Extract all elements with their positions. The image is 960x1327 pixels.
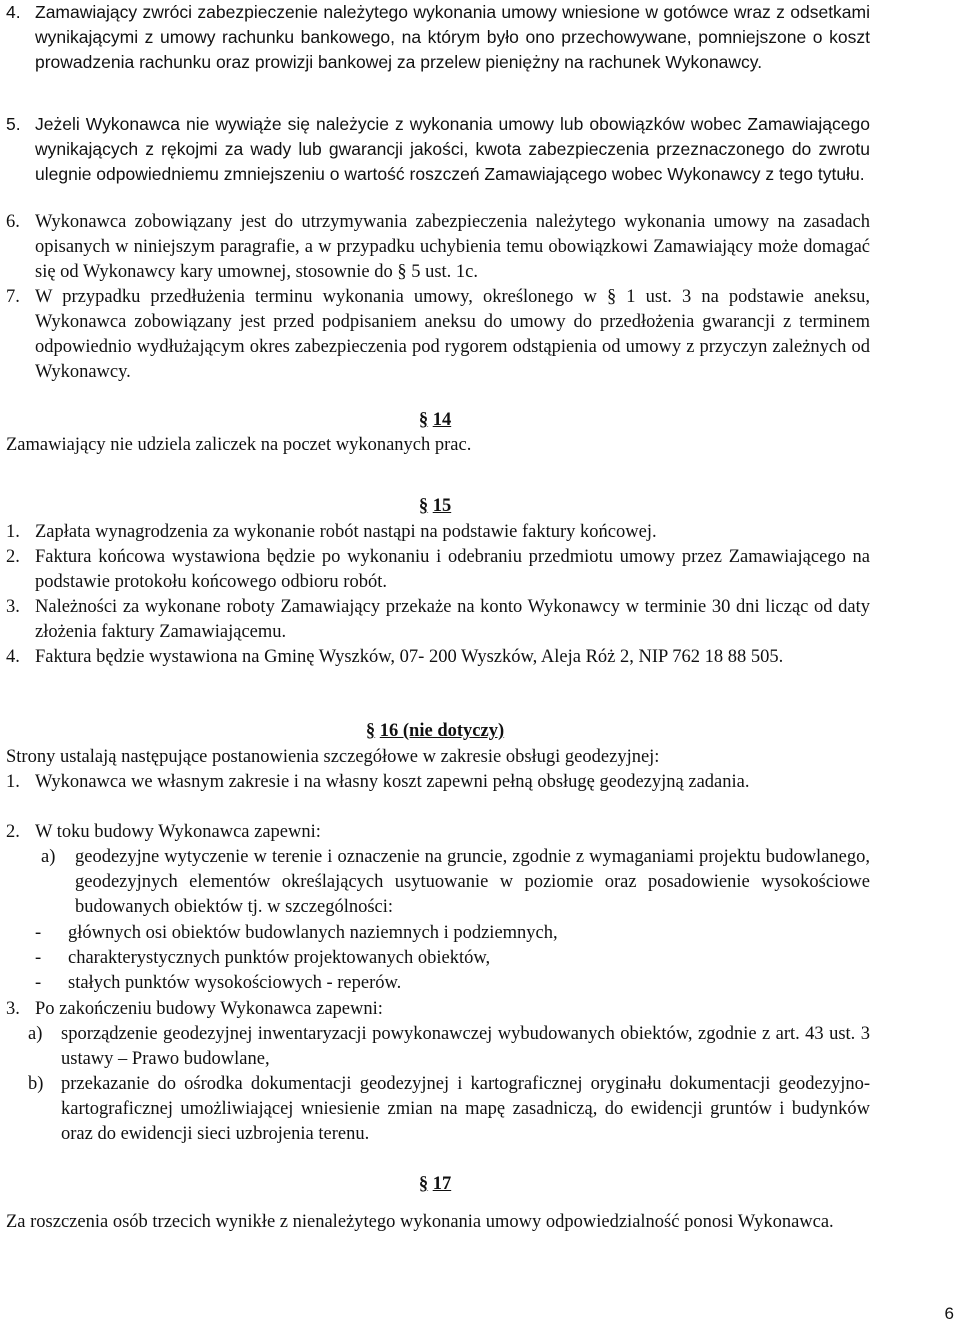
list-item (6, 285, 870, 385)
section-17-text: Za roszczenia osób trzecich wynikłe z nienależytego wykonania umowy odpowiedzialność ponosi Wykonawca. (6, 1212, 834, 1232)
item-text: W toku budowy Wykonawca zapewni: (35, 822, 321, 842)
item-number: 2. (6, 547, 20, 567)
item-number: 3. (6, 597, 20, 617)
sub-item-text: geodezyjne wytyczenie w terenie i oznaczenie na gruncie, zgodnie z wymaganiami projektu budowlanego, geodezyjnych elementów określających usytuowanie w poziomie oraz posadowienie wysokościowe budowanych obiektów tj. w szczególności: (75, 847, 870, 917)
section-number: 14 (432, 410, 452, 430)
sub-item-text: sporządzenie geodezyjnej inwentaryzacji powykonawczej wybudowanych obiektów, zgodnie z art. 43 ust. 3 ustawy – Prawo budowlane, (61, 1024, 870, 1069)
sub-item-letter: b) (28, 1074, 44, 1094)
item-text: Należności za wykonane roboty Zamawiający przekaże na konto Wykonawcy w terminie 30 dni licząc od daty złożenia faktury Zamawiającemu. (35, 597, 870, 642)
item-number: 5. (6, 114, 21, 134)
list-item (6, 770, 870, 795)
dash-item (35, 971, 401, 996)
item-text: Po zakończeniu budowy Wykonawca zapewni: (35, 999, 383, 1019)
section-16-intro: Strony ustalają następujące postanowienia szczegółowe w zakresie obsługi geodezyjnej: (6, 747, 660, 767)
dash-text: głównych osi obiektów budowlanych naziemnych i podziemnych, (68, 923, 558, 943)
sub-item (28, 1022, 870, 1072)
list-item (6, 520, 870, 545)
section-heading-16 (0, 719, 870, 744)
item-text: Zamawiający zwróci zabezpieczenie należytego wykonania umowy wniesione w gotówce wraz z odsetkami wynikającymi z umowy rachunku bankowego, na którym było ono przechowywane, pomniejszone o koszt prowadzenia rachunku oraz prowizji bankowej za przelew pieniężny na rachunek Wykonawcy. (35, 2, 870, 72)
item-number: 1. (6, 522, 20, 542)
item-text: W przypadku przedłużenia terminu wykonania umowy, określonego w § 1 ust. 3 na podstawie aneksu, Wykonawca zobowiązany jest przed podpisaniem aneksu do umowy do przedłożenia gwarancji z terminem odpowiednio wydłużającym okres zabezpieczenia pod rygorem odstąpienia od umowy z przyczyn zależnych od Wykonawcy. (35, 287, 870, 382)
dash-mark: - (35, 948, 42, 968)
item-text: Faktura będzie wystawiona na Gminę Wyszków, 07- 200 Wyszków, Aleja Róż 2, NIP 762 18 88 505. (35, 647, 784, 667)
section-14-text: Zamawiający nie udziela zaliczek na poczet wykonanych prac. (6, 435, 472, 455)
list-item (6, 112, 870, 187)
dash-item (35, 921, 558, 946)
list-item (6, 820, 870, 845)
list-item (6, 0, 870, 75)
dash-mark: - (35, 923, 42, 943)
list-item (6, 997, 870, 1022)
paragraph-symbol: § (418, 496, 429, 516)
list-item (6, 645, 870, 670)
paragraph-symbol: § (365, 721, 376, 741)
item-text: Zapłata wynagrodzenia za wykonanie robót nastąpi na podstawie faktury końcowej. (35, 522, 657, 542)
item-number: 6. (6, 212, 20, 232)
sub-item (28, 1072, 870, 1147)
item-number: 4. (6, 2, 21, 22)
dash-mark: - (35, 973, 42, 993)
section-number: 15 (432, 496, 452, 516)
item-number: 4. (6, 647, 20, 667)
list-item (6, 595, 870, 645)
item-number: 1. (6, 772, 20, 792)
paragraph-symbol: § (418, 1174, 429, 1194)
sub-item-text: przekazanie do ośrodka dokumentacji geodezyjnej i kartograficznej oryginału dokumentacji geodezyjno-kartograficznej umożliwiającej wniesienie zmian na mapę zasadniczą, do ewidencji gruntów i budynków oraz do ewidencji sieci uzbrojenia terenu. (61, 1074, 870, 1144)
paragraph-symbol: § (418, 410, 429, 430)
sub-item-letter: a) (41, 847, 56, 867)
item-text: Jeżeli Wykonawca nie wywiąże się należycie z wykonania umowy lub obowiązków wobec Zamawiającego wynikających z rękojmi za wady lub gwarancji jakości, kwota zabezpieczenia przeznaczonego do zwrotu ulegnie odpowiedniemu zmniejszeniu o wartość roszczeń Zamawiającego wobec Wykonawcy z tego tytułu. (35, 114, 870, 184)
section-heading-17 (0, 1172, 870, 1197)
section-number: 17 (432, 1174, 452, 1194)
dash-text: charakterystycznych punktów projektowanych obiektów, (68, 948, 491, 968)
section-heading-14 (0, 408, 870, 433)
dash-item (35, 946, 490, 971)
sub-item-letter: a) (28, 1024, 43, 1044)
section-number: 16 (nie dotyczy) (379, 721, 505, 741)
section-heading-15 (0, 494, 870, 519)
item-text: Wykonawca zobowiązany jest do utrzymywania zabezpieczenia należytego wykonania umowy na zasadach opisanych w niniejszym paragrafie, a w przypadku uchybienia temu obowiązkowi Zamawiający może domagać się od Wykonawcy kary umownej, stosownie do § 5 ust. 1c. (35, 212, 870, 282)
list-item (6, 210, 870, 285)
item-number: 7. (6, 287, 20, 307)
dash-text: stałych punktów wysokościowych - reperów. (68, 973, 402, 993)
item-text: Wykonawca we własnym zakresie i na własny koszt zapewni pełną obsługę geodezyjną zadania. (35, 772, 750, 792)
list-item (6, 545, 870, 595)
sub-item (41, 845, 870, 920)
item-text: Faktura końcowa wystawiona będzie po wykonaniu i odebraniu przedmiotu umowy przez Zamawiającego na podstawie protokołu końcowego odbioru robót. (35, 547, 870, 592)
item-number: 3. (6, 999, 20, 1019)
page-number: 6 (944, 1304, 954, 1323)
item-number: 2. (6, 822, 20, 842)
